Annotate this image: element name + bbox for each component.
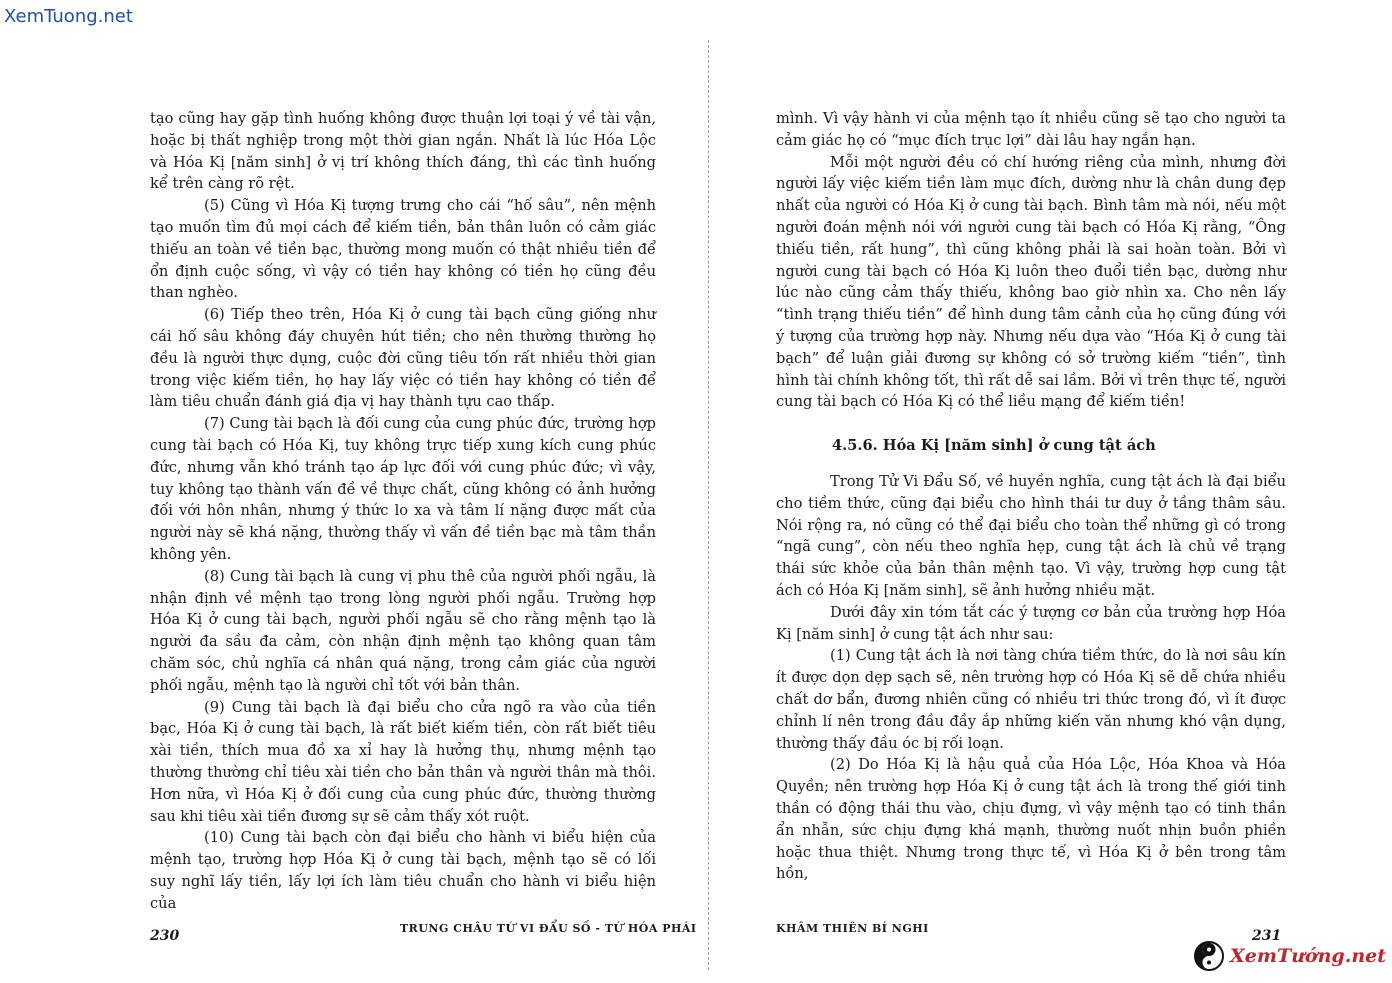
- left-page: [150, 108, 656, 914]
- paragraph: tạo cũng hay gặp tình huống không được thuận lợi toại ý về tài vận, hoặc bị thất nghiệp trong một thời gian ngắn. Nhất là lúc Hóa Lộc và Hóa Kị [năm sinh] ở vị trí không thích đáng, thì các tình huống kể trên càng rõ rệt.: [150, 110, 656, 193]
- paragraph: (9) Cung tài bạch là đại biểu cho cửa ngõ ra vào của tiền bạc, Hóa Kị ở cung tài bạch, là rất biết kiếm tiền, còn rất biết tiêu xài tiền, thích mua đồ xa xỉ hay là hưởng thụ, nhưng mệnh tạo thường thường chỉ tiêu xài tiền cho bản thân và người thân mà thôi. Hơn nữa, vì Hóa Kị ở đối cung của cung phúc đức, thường thường sau khi tiêu xài tiền đương sự sẽ cảm thấy xót ruột.: [150, 698, 656, 825]
- right-page: [776, 108, 1286, 885]
- watermark-logo: [1194, 939, 1386, 973]
- paragraph: (8) Cung tài bạch là cung vị phu thê của người phối ngẫu, là nhận định về mệnh tạo trong lòng người phối ngẫu. Trường hợp Hóa Kị ở cung tài bạch, người phối ngẫu sẽ cho rằng mệnh tạo là người đa sầu đa cảm, còn nhận định mệnh tạo không quan tâm chăm sóc, chủ nghĩa cá nhân quá nặng, trong cảm giác của người phối ngẫu, mệnh tạo là người chỉ tốt với bản thân.: [150, 567, 656, 694]
- yin-yang-icon: [1194, 941, 1224, 971]
- paragraph: (2) Do Hóa Kị là hậu quả của Hóa Lộc, Hóa Khoa và Hóa Quyền; nên trường hợp Hóa Kị ở cung tật ách là trong thế giới tinh thần có động thái thu vào, chịu đựng, vì vậy mệnh tạo có tinh thần ẩn nhẫn, sức chịu đựng khá mạnh, thường nuốt nhịn buồn phiền hoặc thua thiệt. Nhưng trong thực tế, vì Hóa Kị ở bên trong tâm hồn,: [776, 756, 1286, 883]
- paragraph: (7) Cung tài bạch là đối cung của cung phúc đức, trường hợp cung tài bạch có Hóa Kị, tuy không trực tiếp xung kích cung phúc đức, nhưng vẫn khó tránh tạo áp lực đối với cung phúc đức; vì vậy, tuy không tạo thành vấn đề về thực chất, cũng không có ảnh hưởng đối với hôn nhân, nhưng ý thức lo xa và tâm lí nặng được mất của người này sẽ khá nặng, thường thấy vì vấn đề tiền bạc mà tâm thần không yên.: [150, 415, 656, 563]
- paragraph: mình. Vì vậy hành vi của mệnh tạo ít nhiều cũng sẽ tạo cho người ta cảm giác họ có “mục đích trục lợi” dài lâu hay ngắn hạn.: [776, 110, 1286, 149]
- page-gutter: [708, 40, 709, 970]
- paragraph: Trong Tử Vi Đẩu Số, về huyền nghĩa, cung tật ách là đại biểu cho tiềm thức, cũng đại biểu cho hình thái tư duy ở tầng thâm sâu. Nói rộng ra, nó cũng có thể đại biểu cho toàn thể những gì có trong “ngã cung”, còn nếu theo nghĩa hẹp, cung tật ách là chủ về trạng thái sức khỏe của bản thân mệnh tạo. Vì vậy, trường hợp cung tật ách có Hóa Kị [năm sinh], sẽ ảnh hưởng nhiều mặt.: [776, 472, 1286, 599]
- left-page-number: 230: [150, 928, 180, 944]
- right-running-title: KHÂM THIÊN BÍ NGHI: [776, 922, 929, 935]
- paragraph: Dưới đây xin tóm tắt các ý tượng cơ bản của trường hợp Hóa Kị [năm sinh] ở cung tật ách như sau:: [776, 603, 1286, 643]
- right-page-number: 231: [1252, 928, 1282, 944]
- left-running-title: TRUNG CHÂU TỨ VI ĐẨU SỐ - TỨ HÓA PHÁI: [400, 922, 697, 935]
- paragraph: (10) Cung tài bạch còn đại biểu cho hành vi biểu hiện của mệnh tạo, trường hợp Hóa Kị ở cung tài bạch, mệnh tạo sẽ có lối suy nghĩ lấy tiền, lấy lợi ích làm tiêu chuẩn cho hành vi biểu hiện của: [150, 829, 656, 912]
- paragraph: (5) Cũng vì Hóa Kị tượng trưng cho cái “hố sâu”, nên mệnh tạo muốn tìm đủ mọi cách để kiếm tiền, bản thân luôn có cảm giác thiếu an toàn về tiền bạc, thường mong muốn có thật nhiều tiền để ổn định cuộc sống, vì vậy có tiền hay không có tiền họ cũng đều than nghèo.: [150, 197, 656, 302]
- paragraph: Mỗi một người đều có chí hướng riêng của mình, nhưng đời người lấy việc kiếm tiền làm mục đích, dường như là chân dung đẹp nhất của người có Hóa Kị ở cung tài bạch. Bình tâm mà nói, nếu một người đoán mệnh nói với người cung tài bạch có Hóa Kị rằng, “Ông thiếu tiền, rất hung”, thì cũng không phải là sai hoàn toàn. Bởi vì người cung tài bạch có Hóa Kị luôn theo đuổi tiền bạc, dường như lúc nào cũng cảm thấy thiếu, không bao giờ nhìn xa. Cho nên lấy “tình trạng thiếu tiền” để hình dung tâm cảnh của họ cũng đúng với ý tượng của trường hợp này. Nhưng nếu dựa vào “Hóa Kị ở cung tài bạch” để luận giải đương sự không có sở trường kiếm “tiền”, tình hình tài chính không tốt, thì rất dễ sai lầm. Bởi vì trên thực tế, người cung tài bạch có Hóa Kị có thể liều mạng để kiếm tiền!: [776, 153, 1286, 411]
- left-page-body: [150, 108, 656, 914]
- right-page-body-top: [776, 108, 1286, 413]
- section-heading: 4.5.6. Hóa Kị [năm sinh] ở cung tật ách: [832, 437, 1156, 455]
- site-label[interactable]: XemTuong.net: [4, 6, 133, 27]
- paragraph: (6) Tiếp theo trên, Hóa Kị ở cung tài bạch cũng giống như cái hố sâu không đáy chuyên hút tiền; cho nên thường thường họ đều là người thực dụng, cuộc đời cũng tiêu tốn rất nhiều thời gian trong việc kiếm tiền, họ hay lấy việc có tiền hay không có tiền để làm tiêu chuẩn đánh giá địa vị hay thành tựu cao thấp.: [150, 306, 656, 411]
- paragraph: (1) Cung tật ách là nơi tàng chứa tiềm thức, do là nơi sâu kín ít được dọn dẹp sạch sẽ, nên trường hợp có Hóa Kị sẽ dễ chứa nhiều chất dơ bẩn, đương nhiên cũng có nhiều tri thức trong đó, vì ít được chỉnh lí nên trong đầu đầy ắp những kiến văn nhưng khó vận dụng, thường thấy đầu óc bị rối loạn.: [776, 647, 1286, 752]
- watermark-text: XemTướng.net: [1230, 945, 1386, 967]
- right-page-body-bottom: [776, 471, 1286, 885]
